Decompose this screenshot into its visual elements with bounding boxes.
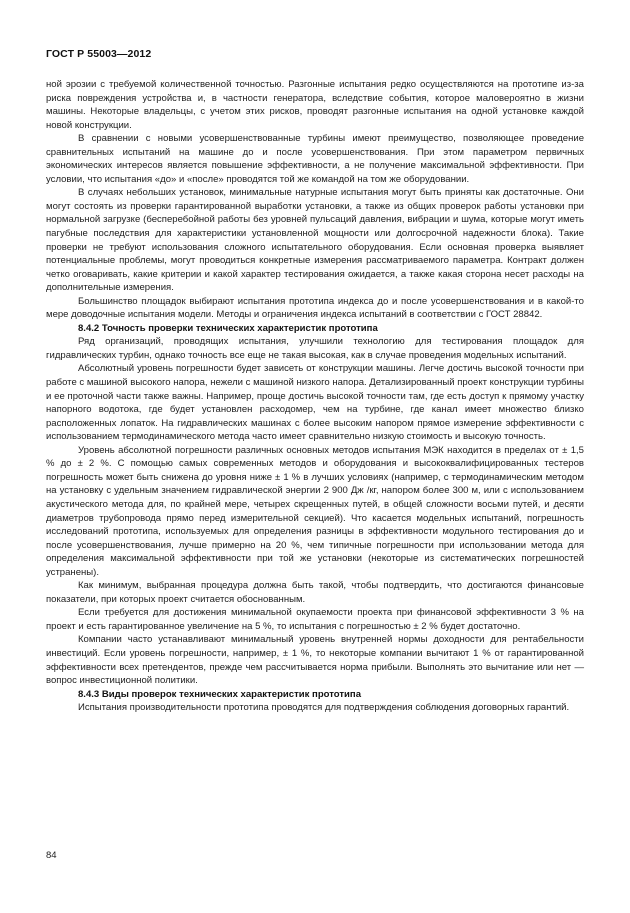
page-number: 84 (46, 850, 57, 861)
document-header: ГОСТ Р 55003—2012 (46, 48, 152, 60)
paragraph: ной эрозии с требуемой количественной точностью. Разгонные испытания редко осуществляются на прототипе из-за риска повреждения устройства и, в частности генератора, вследствие события, которое маловероятно в жизни машины. Некоторые владельцы, с учетом этих рисков, проводят разгонные испытания на одной установке каждой новой конструкции. (46, 79, 584, 131)
paragraph: Абсолютный уровень погрешности будет зависеть от конструкции машины. Легче достичь высокой точности при работе с машиной высокого напора, нежели с машиной низкого напора. Детализированный проект конструкции турбины и ее проточной части также важны. Например, проще достичь высокой точности там, где есть доступ к прямому участку напорного водотока, где будет установлен расходомер, чем на турбине, где канал имеет множество близко расположенных лопаток. На гидравлических машинах с более высоким напором прямое измерение эффективности с использованием термодинамического метода часто имеет сравнительно низкую стоимость и высокую точность. (46, 363, 584, 443)
paragraph: Ряд организаций, проводящих испытания, улучшили технологию для тестирования площадок для гидравлических турбин, однако точность все еще не такая высокая, как в случае проведения модельных испытаний. (46, 336, 584, 361)
paragraph: В сравнении с новыми усовершенствованные турбины имеют преимущество, позволяющее проведение сравнительных испытаний на машине до и после усовершенствования. При этом параметром первичных экономических интересов является повышение эффективности, а не получение максимальной эффективности. При условии, что испытания «до» и «после» проводятся той же командой на том же оборудовании. (46, 133, 584, 185)
paragraph: Если требуется для достижения минимальной окупаемости проекта при финансовой эффективности 3 % на проект и есть гарантированное увеличение на 5 %, то испытания с погрешностью ± 2 % будет достаточно. (46, 607, 584, 632)
section-heading-8-4-2: 8.4.2 Точность проверки технических характеристик прототипа (78, 322, 378, 334)
section-heading-8-4-3: 8.4.3 Виды проверок технических характеристик прототипа (78, 688, 362, 700)
paragraph: Как минимум, выбранная процедура должна быть такой, чтобы подтвердить, что достигаются финансовые показатели, при которых проект считается обоснованным. (46, 580, 584, 605)
paragraph: Компании часто устанавливают минимальный уровень внутренней нормы доходности для рентабельности инвестиций. Если уровень погрешности, например, ± 1 %, то некоторые компании вычитают 1 % от гарантированной эффективности всех претендентов, прежде чем рассчитывается норма прибыли. Выполнять это вычитание или нет — вопрос инвестиционной политики. (46, 634, 584, 687)
paragraph: Уровень абсолютной погрешности различных основных методов испытания МЭК находится в пределах от ± 1,5 % до ± 2 %. С помощью самых современных методов и оборудования и высококвалифицированных тестеров погрешность может быть снижена до уровня ниже ± 1 % в лучших условиях (например, с термодинамическим методом на установку с удельным значением гидравлической энергии 2 900 Дж /кг, напором более 300 м, или с использованием акустического метода для, по крайней мере, четырех скрещенных путей, в общей сложности восьми путей, и десяти диаметров трубопровода прямо перед измерительной секцией). Что касается модельных испытаний, погрешность исследований прототипа, используемых для определения разницы в эффективности модульного тестирования до и после усовершенствования, лучше примерно на 20 %, чем типичные погрешности при использовании метода для определения максимальной эффективности при той же установки (некоторые из систематических погрешностей устранены). (46, 444, 584, 578)
paragraph: В случаях небольших установок, минимальные натурные испытания могут быть приняты как достаточные. Они могут состоять из проверки гарантированной выработки установки, а также из общих проверок работы установки при нормальной загрузке (бесперебойной работы без уровней пульсаций давления, вибрации и шума, которые могут иметь пагубные последствия для характеристики установленной мощности или долгосрочной надежности блока). Такие проверки не требуют использования сложного испытательного оборудования. Если основная проверка выявляет потенциальные проблемы, могут проводиться конкретные измерения рассматриваемого параметра. Контракт должен четко оговаривать, какие критерии и какой характер тестирования ожидается, а также какая сторона несет расходы на дополнительные измерения. (46, 187, 584, 294)
paragraph: Большинство площадок выбирают испытания прототипа индекса до и после усовершенствования и в какой-то мере доводочные испытания модели. Методы и ограничения индекса испытаний в соответствии с ГОСТ 28842. (46, 295, 584, 321)
document-body (46, 78, 584, 715)
paragraph: Испытания производительности прототипа проводятся для подтверждения соблюдения договорных гарантий. (78, 702, 570, 714)
